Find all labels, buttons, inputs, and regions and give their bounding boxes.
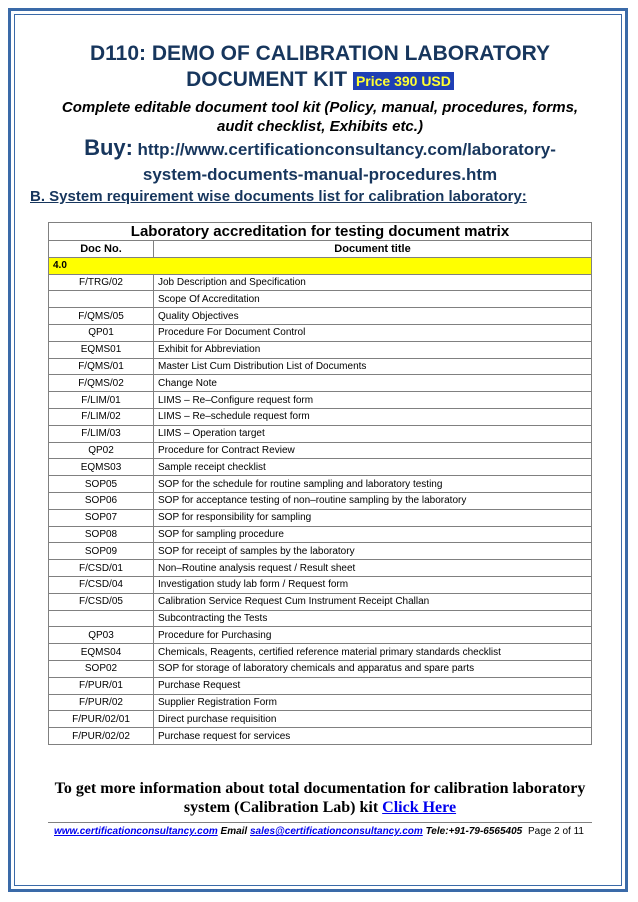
doc-number-cell: SOP07 — [49, 509, 154, 526]
buy-url-line2[interactable]: system-documents-manual-procedures.htm — [142, 165, 498, 184]
footer-email-label: Email — [220, 826, 248, 837]
table-row — [49, 291, 592, 308]
doc-title-cell: Calibration Service Request Cum Instrument Receipt Challan — [154, 593, 592, 610]
doc-title-cell: LIMS – Operation target — [154, 425, 592, 442]
table-row — [49, 593, 592, 610]
doc-title-cell: SOP for responsibility for sampling — [154, 509, 592, 526]
table-row — [49, 509, 592, 526]
table-row — [49, 476, 592, 493]
table-row — [49, 543, 592, 560]
doc-number-cell: SOP08 — [49, 526, 154, 543]
doc-title-line2 — [60, 68, 580, 93]
doc-title-cell: Procedure for Purchasing — [154, 627, 592, 644]
doc-number-cell: F/LIM/02 — [49, 408, 154, 425]
doc-number-cell — [49, 291, 154, 308]
doc-number-cell: EQMS04 — [49, 644, 154, 661]
doc-number-cell: F/PUR/02/02 — [49, 728, 154, 745]
doc-number-cell: F/TRG/02 — [49, 274, 154, 291]
doc-number-cell: F/QMS/02 — [49, 375, 154, 392]
click-here-link[interactable]: Click Here — [382, 799, 457, 816]
doc-title-cell: Investigation study lab form / Request form — [154, 576, 592, 593]
document-matrix-table — [48, 222, 592, 745]
buy-block — [40, 136, 600, 187]
doc-title-cell: Sample receipt checklist — [154, 459, 592, 476]
doc-number-cell: F/PUR/02/01 — [49, 711, 154, 728]
table-row — [49, 308, 592, 325]
doc-number-cell: F/PUR/01 — [49, 677, 154, 694]
table-header-row — [49, 241, 592, 258]
footer-note — [40, 779, 600, 817]
doc-title-cell: Purchase request for services — [154, 728, 592, 745]
doc-title-cell: Non–Routine analysis request / Result sheet — [154, 560, 592, 577]
doc-number-cell: F/CSD/01 — [49, 560, 154, 577]
doc-number-cell: F/QMS/01 — [49, 358, 154, 375]
doc-number-cell: SOP06 — [49, 492, 154, 509]
doc-title-cell: SOP for receipt of samples by the laboratory — [154, 543, 592, 560]
doc-title-cell: Supplier Registration Form — [154, 694, 592, 711]
doc-title-cell: Purchase Request — [154, 677, 592, 694]
doc-title-cell: Procedure For Document Control — [154, 324, 592, 341]
buy-label: Buy: — [84, 135, 133, 160]
doc-number-cell: F/PUR/02 — [49, 694, 154, 711]
table-row — [49, 375, 592, 392]
table-row — [49, 442, 592, 459]
doc-number-cell: EQMS01 — [49, 341, 154, 358]
doc-title-cell: SOP for sampling procedure — [154, 526, 592, 543]
doc-number-cell: F/CSD/05 — [49, 593, 154, 610]
table-row — [49, 728, 592, 745]
doc-title-cell: Master List Cum Distribution List of Documents — [154, 358, 592, 375]
doc-number-cell: F/CSD/04 — [49, 576, 154, 593]
table-row — [49, 492, 592, 509]
doc-number-cell: QP02 — [49, 442, 154, 459]
doc-title-cell: Direct purchase requisition — [154, 711, 592, 728]
table-row — [49, 677, 592, 694]
doc-title-cell: SOP for acceptance testing of non–routine sampling by the laboratory — [154, 492, 592, 509]
doc-title-cell: Change Note — [154, 375, 592, 392]
doc-number-cell: SOP05 — [49, 476, 154, 493]
table-row — [49, 711, 592, 728]
doc-title-text: DOCUMENT KIT — [186, 68, 348, 91]
table-title: Laboratory accreditation for testing document matrix — [49, 223, 592, 241]
table-row — [49, 274, 592, 291]
buy-url-line1[interactable]: http://www.certificationconsultancy.com/laboratory- — [137, 140, 556, 159]
doc-title-cell: LIMS – Re–schedule request form — [154, 408, 592, 425]
table-row — [49, 576, 592, 593]
table-title-row — [49, 223, 592, 241]
doc-number-cell: SOP09 — [49, 543, 154, 560]
doc-title-cell: LIMS – Re–Configure request form — [154, 392, 592, 409]
section-number: 4.0 — [49, 257, 592, 274]
footer-note-line2: system (Calibration Lab) kit — [183, 799, 379, 816]
footer-website-link[interactable]: www.certificationconsultancy.com — [54, 826, 218, 837]
section-heading: B. System requirement wise documents list for calibration laboratory: — [30, 188, 527, 205]
doc-title-cell: Scope Of Accreditation — [154, 291, 592, 308]
doc-title-cell: Quality Objectives — [154, 308, 592, 325]
doc-title-line1: D110: DEMO OF CALIBRATION LABORATORY — [89, 42, 551, 65]
doc-title-cell: Chemicals, Reagents, certified reference material primary standards checklist — [154, 644, 592, 661]
doc-number-cell: F/QMS/05 — [49, 308, 154, 325]
doc-number-cell: F/LIM/01 — [49, 392, 154, 409]
table-row — [49, 660, 592, 677]
footer-contact — [54, 826, 522, 837]
section-row — [49, 257, 592, 274]
table-row — [49, 644, 592, 661]
doc-title-cell: SOP for the schedule for routine sampling and laboratory testing — [154, 476, 592, 493]
table-row — [49, 694, 592, 711]
doc-title-cell: Subcontracting the Tests — [154, 610, 592, 627]
subtitle — [40, 98, 600, 136]
subtitle-line1: Complete editable document tool kit (Policy, manual, procedures, forms, — [61, 99, 579, 116]
price-badge: Price 390 USD — [353, 72, 454, 90]
footer-divider — [48, 822, 592, 823]
footer-note-line1: To get more information about total documentation for calibration laboratory — [54, 780, 586, 797]
doc-number-cell: QP01 — [49, 324, 154, 341]
table-row — [49, 560, 592, 577]
doc-number-cell: SOP02 — [49, 660, 154, 677]
col-doc-title: Document title — [154, 241, 592, 258]
page-number: Page 2 of 11 — [528, 826, 584, 837]
table-row — [49, 408, 592, 425]
table-row — [49, 392, 592, 409]
table-row — [49, 627, 592, 644]
doc-number-cell: QP03 — [49, 627, 154, 644]
footer-email-link[interactable]: sales@certificationconsultancy.com — [250, 826, 423, 837]
table-row — [49, 358, 592, 375]
subtitle-line2: audit checklist, Exhibits etc.) — [217, 118, 423, 135]
table-row — [49, 610, 592, 627]
col-doc-no: Doc No. — [49, 241, 154, 258]
doc-title-cell: Procedure for Contract Review — [154, 442, 592, 459]
doc-number-cell — [49, 610, 154, 627]
table-row — [49, 341, 592, 358]
doc-title-cell: Job Description and Specification — [154, 274, 592, 291]
doc-title-cell: Exhibit for Abbreviation — [154, 341, 592, 358]
doc-number-cell: EQMS03 — [49, 459, 154, 476]
table-row — [49, 425, 592, 442]
table-row — [49, 459, 592, 476]
doc-title-cell: SOP for storage of laboratory chemicals and apparatus and spare parts — [154, 660, 592, 677]
table-row — [49, 324, 592, 341]
footer-tele: Tele:+91-79-6565405 — [425, 826, 523, 837]
table-row — [49, 526, 592, 543]
doc-number-cell: F/LIM/03 — [49, 425, 154, 442]
